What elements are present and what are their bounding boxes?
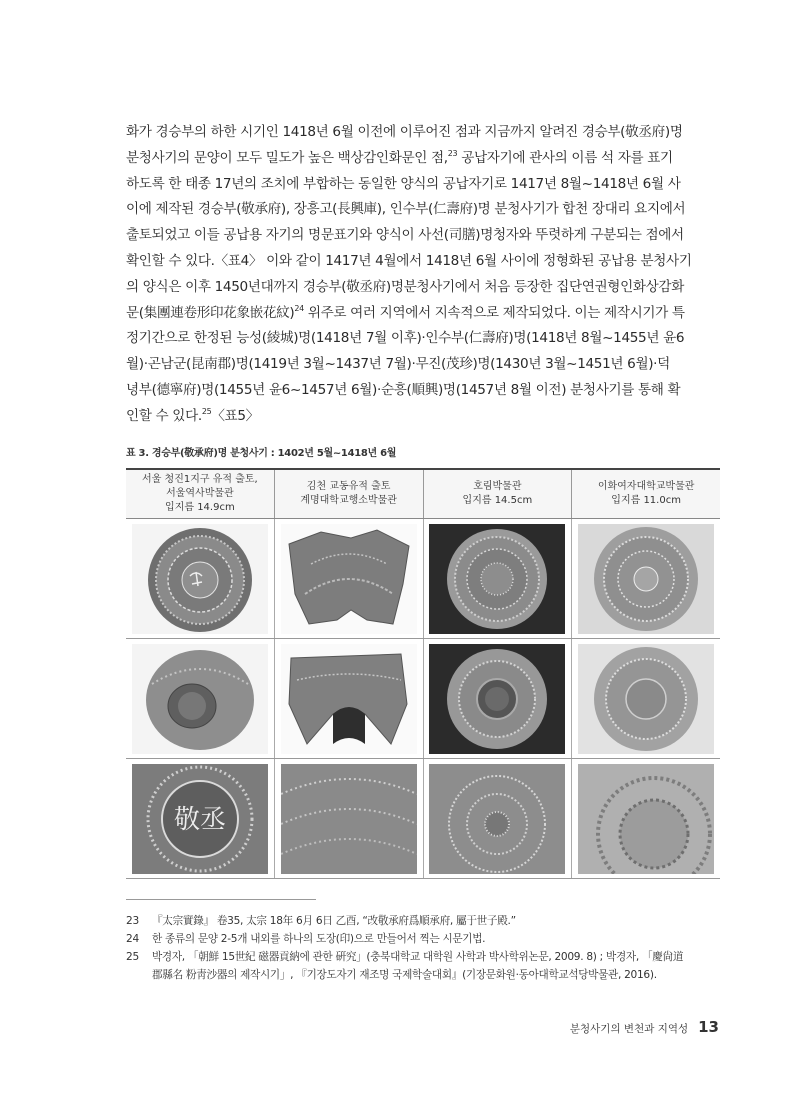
- column-header: 호림박물관 입지름 14.5cm: [424, 470, 573, 518]
- table-caption: 표 3. 경승부(敬承府)명 분청사기 : 1402년 5월~1418년 6월: [126, 448, 397, 459]
- bowl-sherd-exterior-photo: [281, 644, 417, 754]
- footnote-ref[interactable]: 24: [294, 303, 304, 313]
- inscription-detail-photo: [132, 764, 268, 874]
- table-header-row: [126, 468, 720, 519]
- footnote-rule: [126, 899, 316, 900]
- bowl-base-photo: [132, 644, 268, 754]
- text-line: 화가 경승부의 하한 시기인 1418년 6월 이전에 이루어진 점과 지금까지 알려진 경승부(敬丞府)명: [126, 124, 683, 140]
- pattern-detail-photo: [281, 764, 417, 874]
- text-line: 이에 제작된 경승부(敬承府), 장흥고(長興庫), 인수부(仁壽府)명 분청사기가 합천 장대리 요지에서: [126, 201, 686, 218]
- photo-row-detail: [126, 759, 720, 879]
- footnote-ref[interactable]: 25: [201, 406, 212, 416]
- text-line: 문(集團連卷形印花象嵌花紋)$^{24}$ 위주로 여러 지역에서 지속적으로 제작되었다. 이는 제작시기가 특: [126, 303, 685, 321]
- text-line: 월)·곤남군(昆南郡)명(1419년 3월~1437년 7월)·무진(茂珍)명(1430년 3월~1451년 6월)·덕: [126, 356, 670, 373]
- footnote: [126, 930, 720, 948]
- photo-cell: [572, 639, 720, 758]
- text-line: 하도록 한 태종 17년의 조치에 부합하는 동일한 양식의 공납자기로 1417년 8월~1418년 6월 사: [126, 175, 681, 192]
- footnote: [126, 912, 720, 930]
- photo-cell: [275, 759, 424, 878]
- text-line: 정기간으로 한정된 능성(綾城)명(1418년 7월 이후)·인수부(仁壽府)명(1418년 8월~1455년 윤6: [126, 330, 685, 347]
- photo-cell: [424, 639, 573, 758]
- bowl-interior-photo: [578, 524, 714, 634]
- photo-cell: [275, 639, 424, 758]
- footnote-number: 25: [126, 951, 139, 963]
- footnote-number: 23: [126, 915, 139, 927]
- text-line: 분청사기의 문양이 모두 밀도가 높은 백상감인화문인 점,$^{23}$ 공납자기에 관사의 이름 석 자를 표기: [126, 148, 673, 166]
- page-number: 13: [698, 1018, 719, 1036]
- bowl-sherd-photo: [281, 524, 417, 634]
- pattern-detail-photo: [578, 764, 714, 874]
- bowl-base-photo: [578, 644, 714, 754]
- text-line: 녕부(德寧府)명(1455년 윤6~1457년 6월)·순흥(順興)명(1457년 8월 이전) 분청사기를 통해 확: [126, 381, 681, 398]
- photo-cell: [275, 519, 424, 638]
- text-line: 인할 수 있다.$^{25}$〈표5〉: [126, 406, 259, 424]
- text-line: 의 양식은 이후 1450년대까지 경승부(敬丞府)명분청사기에서 처음 등장한 집단연권형인화상감화: [126, 278, 684, 295]
- body-text: [126, 120, 714, 430]
- photo-cell: [572, 759, 720, 878]
- running-title: 분청사기의 변천과 지역성: [569, 1023, 689, 1035]
- column-header: 서울 청진1지구 유적 출토, 서울역사박물관 입지름 14.9cm: [126, 470, 275, 518]
- bowl-interior-photo: [429, 524, 565, 634]
- inscription-text: 敬丞: [173, 804, 226, 835]
- running-footer: [570, 1018, 719, 1036]
- figure-table: [126, 468, 720, 879]
- footnote-text: 한 종류의 문양 2-5개 내외를 하나의 도장(印)으로 만들어서 찍는 시문기법.: [152, 933, 486, 945]
- column-header: 이화여자대학교박물관 입지름 11.0cm: [597, 481, 695, 506]
- footnote-text: 박경자, 「朝鮮 15世紀 磁器貢納에 관한 硏究」(충북대학교 대학원 사학과 박사학위논문, 2009. 8) ; 박경자, 「慶尙道: [152, 951, 684, 963]
- photo-cell: [572, 519, 720, 638]
- pattern-detail-photo: [429, 764, 565, 874]
- footnote-ref[interactable]: 23: [447, 148, 458, 158]
- photo-cell: [126, 519, 275, 638]
- bowl-interior-photo: [132, 524, 268, 634]
- text-line: 확인할 수 있다.〈표4〉 이와 같이 1417년 4월에서 1418년 6월 사이에 정형화된 공납용 분청사기: [126, 252, 692, 269]
- column-header: 김천 교동유적 출토 계명대학교행소박물관: [275, 470, 424, 518]
- footnote-text: 『太宗實錄』 卷35, 太宗 18年 6月 6日 乙酉, “改敬承府爲順承府, 屬于世子殿.”: [152, 915, 516, 927]
- bowl-base-photo: [429, 644, 565, 754]
- photo-row-interior: [126, 519, 720, 639]
- text-line: 출토되었고 이들 공납용 자기의 명문표기와 양식이 사선(司膳)명청자와 뚜렷하게 구분되는 점에서: [126, 227, 684, 244]
- photo-cell: [126, 759, 275, 878]
- footnote: [126, 948, 720, 984]
- photo-cell: [424, 519, 573, 638]
- footnote-text: 郡縣名 粉靑沙器의 제작시기」, 『기장도자기 재조명 국제학술대회』(기장문화원·동아대학교석당박물관, 2016).: [152, 969, 657, 981]
- photo-cell: [424, 759, 573, 878]
- photo-row-exterior: [126, 639, 720, 759]
- photo-cell: [126, 639, 275, 758]
- footnotes: [126, 912, 720, 984]
- footnote-number: 24: [126, 933, 139, 945]
